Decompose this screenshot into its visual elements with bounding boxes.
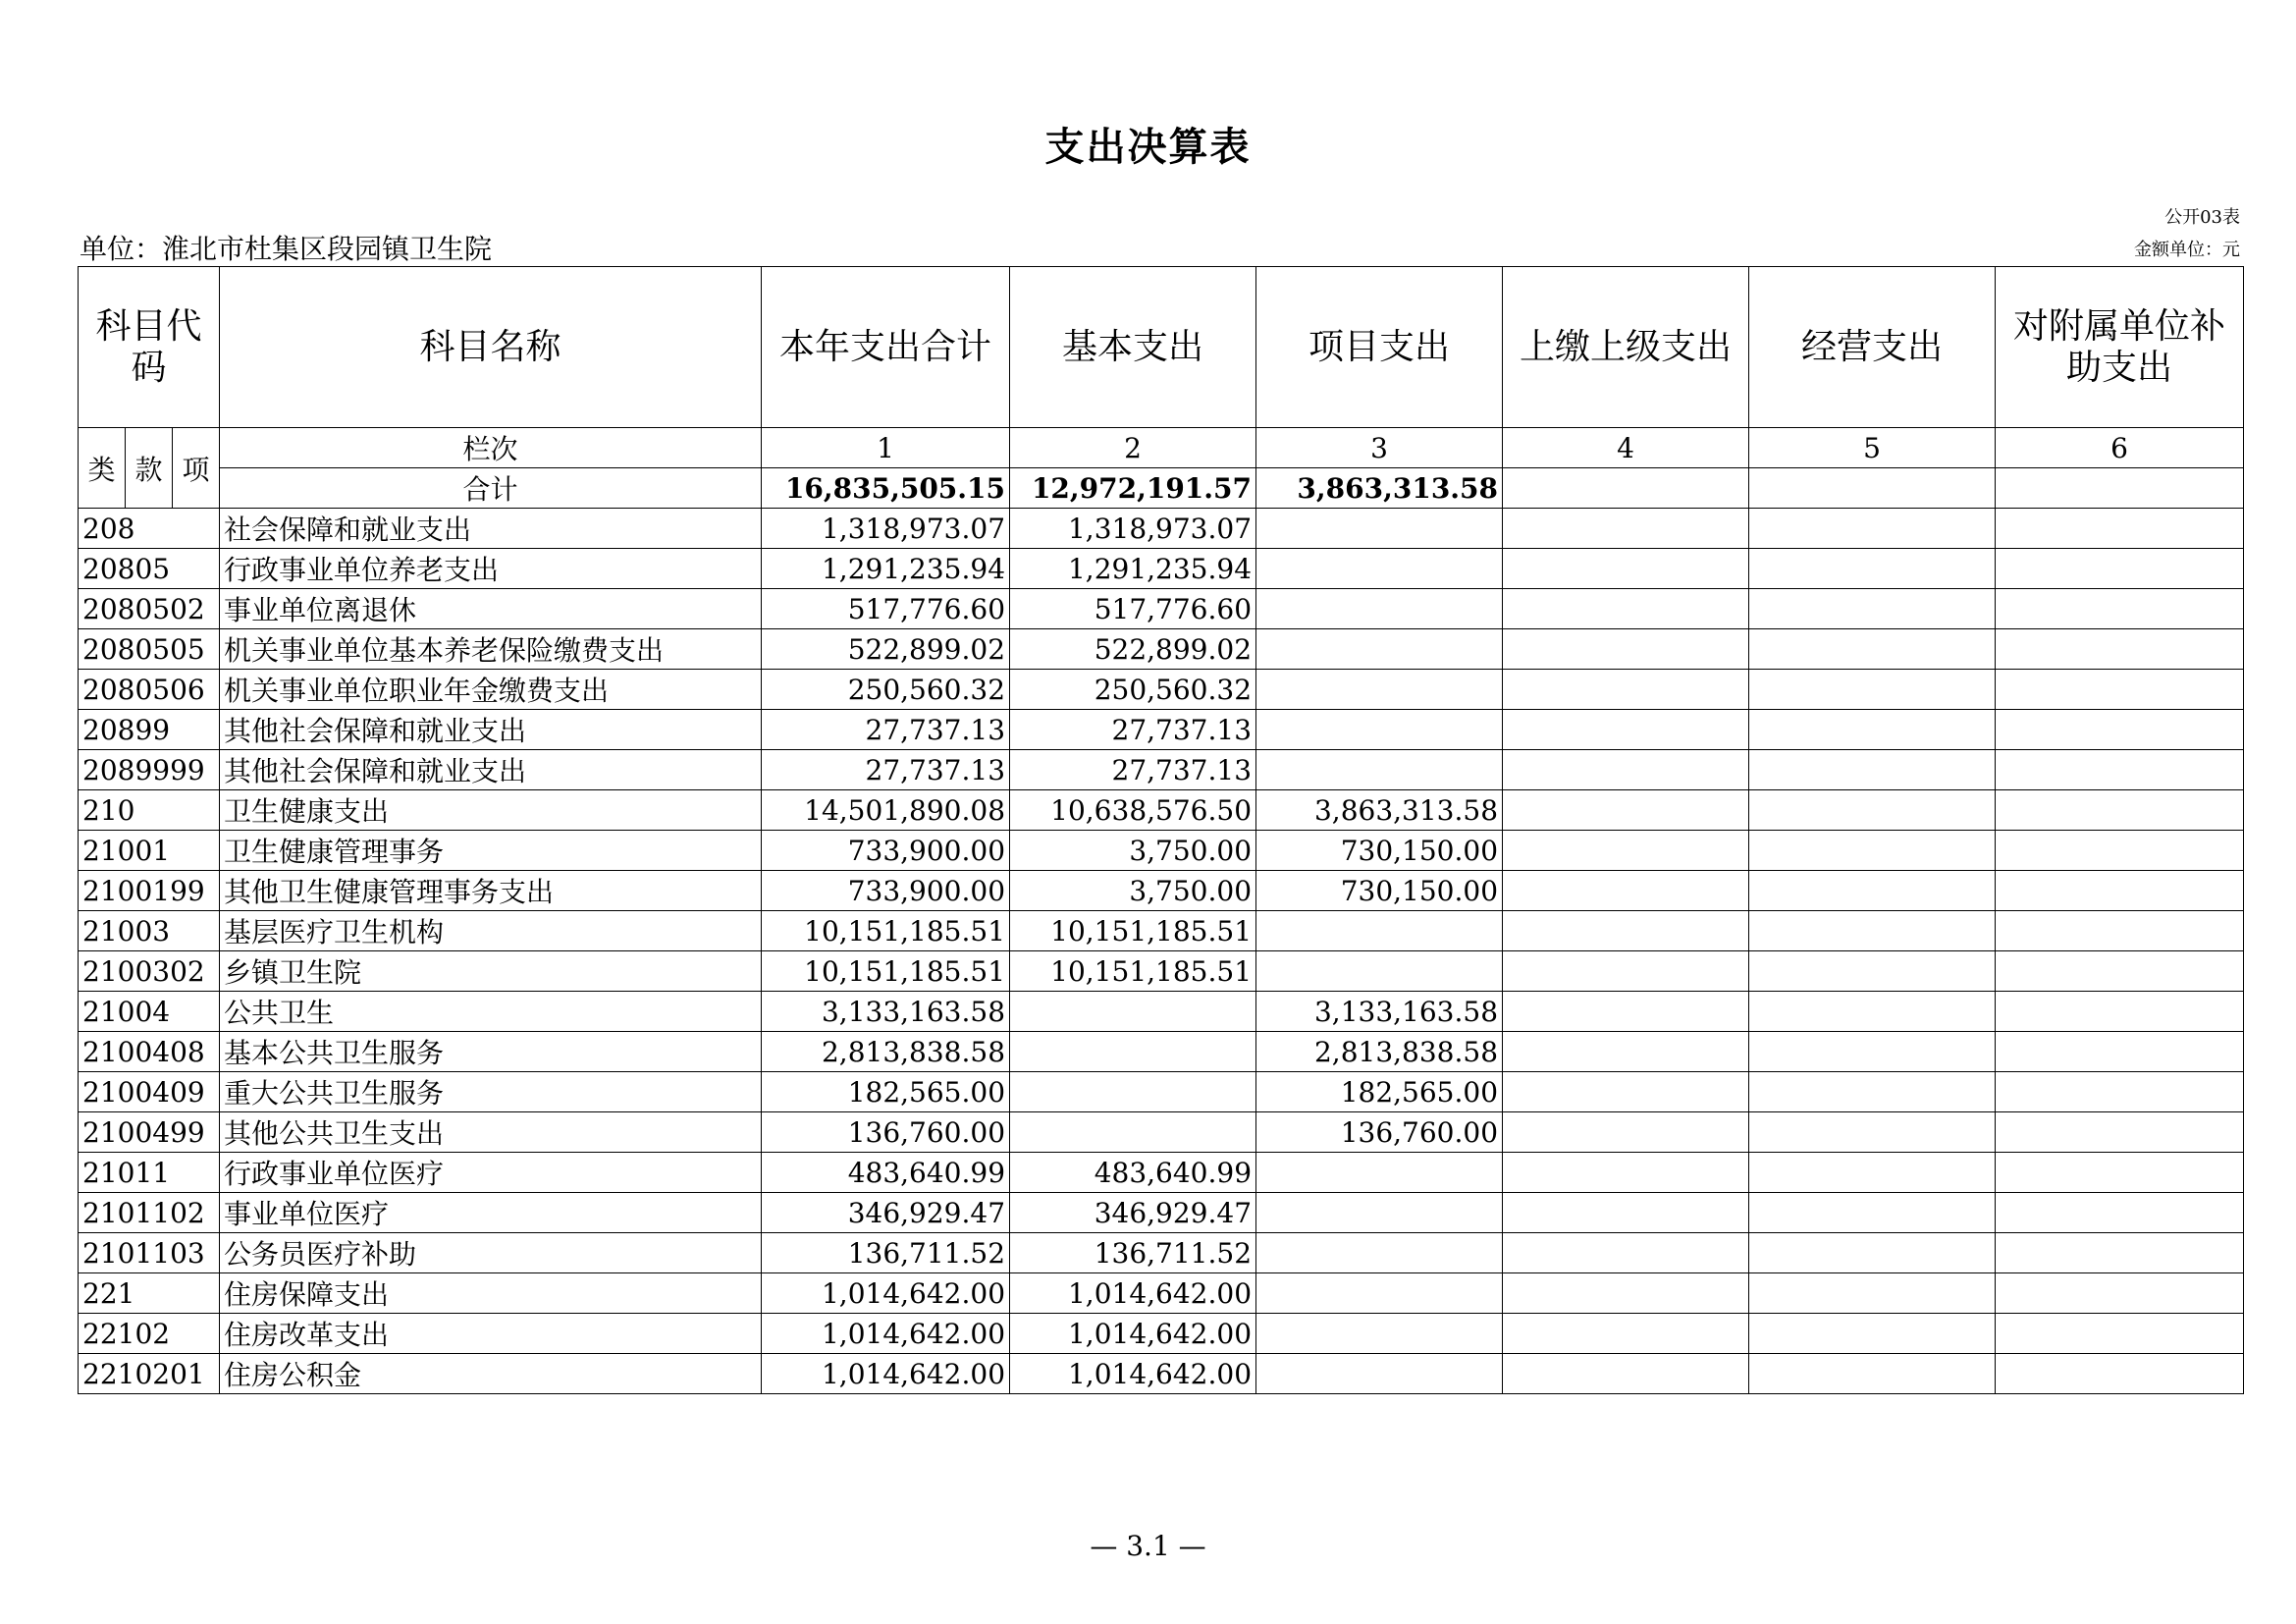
row-basic bbox=[1010, 992, 1256, 1032]
row-code: 2100302 bbox=[79, 951, 220, 992]
row-subsidy bbox=[1996, 871, 2244, 911]
column-number-row bbox=[79, 428, 2244, 468]
row-code: 2100499 bbox=[79, 1112, 220, 1153]
row-subsidy bbox=[1996, 1112, 2244, 1153]
row-upper bbox=[1503, 790, 1749, 831]
row-project bbox=[1256, 629, 1503, 670]
row-subsidy bbox=[1996, 589, 2244, 629]
row-total: 10,151,185.51 bbox=[762, 951, 1010, 992]
row-upper bbox=[1503, 1032, 1749, 1072]
row-upper bbox=[1503, 629, 1749, 670]
row-project bbox=[1256, 589, 1503, 629]
row-subsidy bbox=[1996, 629, 2244, 670]
table-row bbox=[79, 951, 2244, 992]
table-row bbox=[79, 831, 2244, 871]
row-code: 2080502 bbox=[79, 589, 220, 629]
row-name: 卫生健康支出 bbox=[220, 790, 762, 831]
row-total: 136,760.00 bbox=[762, 1112, 1010, 1153]
row-code: 21001 bbox=[79, 831, 220, 871]
row-basic bbox=[1010, 1032, 1256, 1072]
row-name: 行政事业单位医疗 bbox=[220, 1153, 762, 1193]
row-subsidy bbox=[1996, 951, 2244, 992]
row-upper bbox=[1503, 549, 1749, 589]
row-upper bbox=[1503, 911, 1749, 951]
row-total: 136,711.52 bbox=[762, 1233, 1010, 1273]
row-basic: 3,750.00 bbox=[1010, 871, 1256, 911]
row-project: 3,863,313.58 bbox=[1256, 790, 1503, 831]
row-project: 730,150.00 bbox=[1256, 871, 1503, 911]
row-subsidy bbox=[1996, 911, 2244, 951]
page-title: 支出决算表 bbox=[1044, 125, 1252, 170]
row-total: 522,899.02 bbox=[762, 629, 1010, 670]
row-name: 住房保障支出 bbox=[220, 1273, 762, 1314]
row-subsidy bbox=[1996, 710, 2244, 750]
row-subsidy bbox=[1996, 992, 2244, 1032]
row-basic: 517,776.60 bbox=[1010, 589, 1256, 629]
row-business bbox=[1749, 1032, 1996, 1072]
row-project bbox=[1256, 509, 1503, 549]
table-row bbox=[79, 1032, 2244, 1072]
row-basic: 1,318,973.07 bbox=[1010, 509, 1256, 549]
table-row bbox=[79, 871, 2244, 911]
row-total: 14,501,890.08 bbox=[762, 790, 1010, 831]
table-row bbox=[79, 750, 2244, 790]
row-total: 1,318,973.07 bbox=[762, 509, 1010, 549]
row-total: 1,014,642.00 bbox=[762, 1314, 1010, 1354]
page-number: — 3.1 — bbox=[1090, 1530, 1206, 1562]
row-basic bbox=[1010, 1112, 1256, 1153]
row-basic: 1,014,642.00 bbox=[1010, 1314, 1256, 1354]
row-subsidy bbox=[1996, 831, 2244, 871]
header-row bbox=[79, 267, 2244, 428]
header-subsidy: 对附属单位补助支出 bbox=[1996, 267, 2244, 428]
row-upper bbox=[1503, 509, 1749, 549]
row-name: 事业单位医疗 bbox=[220, 1193, 762, 1233]
row-project bbox=[1256, 1193, 1503, 1233]
col-number-6: 6 bbox=[1996, 428, 2244, 468]
total-total: 16,835,505.15 bbox=[762, 468, 1010, 509]
table-row bbox=[79, 1112, 2244, 1153]
row-total: 483,640.99 bbox=[762, 1153, 1010, 1193]
row-basic: 346,929.47 bbox=[1010, 1193, 1256, 1233]
row-project bbox=[1256, 911, 1503, 951]
row-total: 346,929.47 bbox=[762, 1193, 1010, 1233]
row-subsidy bbox=[1996, 1193, 2244, 1233]
table-row bbox=[79, 710, 2244, 750]
header-project: 项目支出 bbox=[1256, 267, 1503, 428]
row-subsidy bbox=[1996, 1314, 2244, 1354]
row-subsidy bbox=[1996, 1153, 2244, 1193]
table-row bbox=[79, 629, 2244, 670]
col-number-5: 5 bbox=[1749, 428, 1996, 468]
row-basic: 27,737.13 bbox=[1010, 710, 1256, 750]
row-business bbox=[1749, 629, 1996, 670]
row-name: 基本公共卫生服务 bbox=[220, 1032, 762, 1072]
row-code: 2100409 bbox=[79, 1072, 220, 1112]
row-name: 其他社会保障和就业支出 bbox=[220, 750, 762, 790]
col-number-4: 4 bbox=[1503, 428, 1749, 468]
row-basic: 10,151,185.51 bbox=[1010, 951, 1256, 992]
row-basic: 27,737.13 bbox=[1010, 750, 1256, 790]
row-business bbox=[1749, 549, 1996, 589]
row-name: 事业单位离退休 bbox=[220, 589, 762, 629]
header-name: 科目名称 bbox=[220, 267, 762, 428]
row-business bbox=[1749, 1273, 1996, 1314]
row-total: 733,900.00 bbox=[762, 831, 1010, 871]
row-name: 卫生健康管理事务 bbox=[220, 831, 762, 871]
row-business bbox=[1749, 790, 1996, 831]
row-basic bbox=[1010, 1072, 1256, 1112]
currency-unit: 金额单位：元 bbox=[2134, 240, 2240, 260]
row-name: 社会保障和就业支出 bbox=[220, 509, 762, 549]
col-number-1: 1 bbox=[762, 428, 1010, 468]
table-row bbox=[79, 509, 2244, 549]
row-subsidy bbox=[1996, 1233, 2244, 1273]
row-subsidy bbox=[1996, 1354, 2244, 1394]
row-project bbox=[1256, 1153, 1503, 1193]
row-total: 733,900.00 bbox=[762, 871, 1010, 911]
row-code: 208 bbox=[79, 509, 220, 549]
row-project bbox=[1256, 1273, 1503, 1314]
row-name: 其他社会保障和就业支出 bbox=[220, 710, 762, 750]
table-row bbox=[79, 1233, 2244, 1273]
row-basic: 250,560.32 bbox=[1010, 670, 1256, 710]
row-upper bbox=[1503, 1193, 1749, 1233]
row-total: 1,014,642.00 bbox=[762, 1273, 1010, 1314]
row-project: 2,813,838.58 bbox=[1256, 1032, 1503, 1072]
row-name: 公务员医疗补助 bbox=[220, 1233, 762, 1273]
row-name: 其他公共卫生支出 bbox=[220, 1112, 762, 1153]
table-row bbox=[79, 992, 2244, 1032]
row-code: 221 bbox=[79, 1273, 220, 1314]
row-business bbox=[1749, 911, 1996, 951]
row-project bbox=[1256, 710, 1503, 750]
row-name: 乡镇卫生院 bbox=[220, 951, 762, 992]
row-upper bbox=[1503, 992, 1749, 1032]
row-code: 2089999 bbox=[79, 750, 220, 790]
row-upper bbox=[1503, 951, 1749, 992]
row-business bbox=[1749, 1193, 1996, 1233]
row-total: 517,776.60 bbox=[762, 589, 1010, 629]
row-basic: 522,899.02 bbox=[1010, 629, 1256, 670]
table-row bbox=[79, 1273, 2244, 1314]
row-subsidy bbox=[1996, 509, 2244, 549]
table-row bbox=[79, 1354, 2244, 1394]
row-business bbox=[1749, 871, 1996, 911]
row-business bbox=[1749, 1354, 1996, 1394]
row-upper bbox=[1503, 710, 1749, 750]
total-project: 3,863,313.58 bbox=[1256, 468, 1503, 509]
row-upper bbox=[1503, 871, 1749, 911]
row-business bbox=[1749, 831, 1996, 871]
row-name: 机关事业单位职业年金缴费支出 bbox=[220, 670, 762, 710]
row-code: 21011 bbox=[79, 1153, 220, 1193]
row-total: 1,291,235.94 bbox=[762, 549, 1010, 589]
row-business bbox=[1749, 509, 1996, 549]
total-basic: 12,972,191.57 bbox=[1010, 468, 1256, 509]
table-row bbox=[79, 589, 2244, 629]
row-upper bbox=[1503, 1233, 1749, 1273]
row-code: 22102 bbox=[79, 1314, 220, 1354]
row-basic: 1,014,642.00 bbox=[1010, 1354, 1256, 1394]
table-row bbox=[79, 1072, 2244, 1112]
table-row bbox=[79, 1314, 2244, 1354]
total-upper bbox=[1503, 468, 1749, 509]
row-business bbox=[1749, 1112, 1996, 1153]
total-business bbox=[1749, 468, 1996, 509]
row-basic: 10,151,185.51 bbox=[1010, 911, 1256, 951]
row-upper bbox=[1503, 1072, 1749, 1112]
header-code: 科目代码 bbox=[79, 267, 220, 428]
col-number-2: 2 bbox=[1010, 428, 1256, 468]
row-name: 其他卫生健康管理事务支出 bbox=[220, 871, 762, 911]
row-subsidy bbox=[1996, 1273, 2244, 1314]
row-basic: 10,638,576.50 bbox=[1010, 790, 1256, 831]
row-project: 136,760.00 bbox=[1256, 1112, 1503, 1153]
row-name: 行政事业单位养老支出 bbox=[220, 549, 762, 589]
row-subsidy bbox=[1996, 670, 2244, 710]
row-project bbox=[1256, 1354, 1503, 1394]
row-total: 1,014,642.00 bbox=[762, 1354, 1010, 1394]
header-upper: 上缴上级支出 bbox=[1503, 267, 1749, 428]
row-basic: 3,750.00 bbox=[1010, 831, 1256, 871]
row-total: 182,565.00 bbox=[762, 1072, 1010, 1112]
row-total: 3,133,163.58 bbox=[762, 992, 1010, 1032]
table-row bbox=[79, 549, 2244, 589]
row-total: 2,813,838.58 bbox=[762, 1032, 1010, 1072]
row-code: 210 bbox=[79, 790, 220, 831]
row-upper bbox=[1503, 1354, 1749, 1394]
row-business bbox=[1749, 951, 1996, 992]
row-subsidy bbox=[1996, 790, 2244, 831]
header-kuan: 款 bbox=[126, 428, 173, 509]
header-total: 本年支出合计 bbox=[762, 267, 1010, 428]
form-number: 公开03表 bbox=[2164, 207, 2240, 228]
row-project bbox=[1256, 1233, 1503, 1273]
row-project bbox=[1256, 750, 1503, 790]
header-lei: 类 bbox=[79, 428, 126, 509]
row-code: 2210201 bbox=[79, 1354, 220, 1394]
table-row bbox=[79, 1193, 2244, 1233]
expenditure-table bbox=[78, 266, 2244, 1394]
row-total: 27,737.13 bbox=[762, 710, 1010, 750]
row-code: 2101102 bbox=[79, 1193, 220, 1233]
total-subsidy bbox=[1996, 468, 2244, 509]
row-code: 20899 bbox=[79, 710, 220, 750]
row-code: 21004 bbox=[79, 992, 220, 1032]
row-project: 730,150.00 bbox=[1256, 831, 1503, 871]
row-project bbox=[1256, 670, 1503, 710]
row-name: 公共卫生 bbox=[220, 992, 762, 1032]
row-project bbox=[1256, 951, 1503, 992]
row-project bbox=[1256, 549, 1503, 589]
row-code: 2100199 bbox=[79, 871, 220, 911]
total-row bbox=[79, 468, 2244, 509]
row-subsidy bbox=[1996, 1032, 2244, 1072]
table-row bbox=[79, 911, 2244, 951]
row-code: 2080506 bbox=[79, 670, 220, 710]
row-code: 2080505 bbox=[79, 629, 220, 670]
row-upper bbox=[1503, 1112, 1749, 1153]
row-subsidy bbox=[1996, 750, 2244, 790]
row-code: 20805 bbox=[79, 549, 220, 589]
row-code: 2100408 bbox=[79, 1032, 220, 1072]
header-business: 经营支出 bbox=[1749, 267, 1996, 428]
header-lanci: 栏次 bbox=[220, 428, 762, 468]
row-business bbox=[1749, 1072, 1996, 1112]
reporting-unit: 单位：淮北市杜集区段园镇卫生院 bbox=[80, 233, 493, 265]
row-name: 住房改革支出 bbox=[220, 1314, 762, 1354]
row-upper bbox=[1503, 831, 1749, 871]
row-business bbox=[1749, 589, 1996, 629]
row-subsidy bbox=[1996, 549, 2244, 589]
row-business bbox=[1749, 1233, 1996, 1273]
row-upper bbox=[1503, 750, 1749, 790]
row-basic: 483,640.99 bbox=[1010, 1153, 1256, 1193]
row-basic: 1,014,642.00 bbox=[1010, 1273, 1256, 1314]
row-code: 2101103 bbox=[79, 1233, 220, 1273]
row-subsidy bbox=[1996, 1072, 2244, 1112]
table-row bbox=[79, 1153, 2244, 1193]
total-label: 合计 bbox=[220, 468, 762, 509]
row-upper bbox=[1503, 1314, 1749, 1354]
row-project bbox=[1256, 1314, 1503, 1354]
row-business bbox=[1749, 670, 1996, 710]
row-project: 3,133,163.58 bbox=[1256, 992, 1503, 1032]
row-business bbox=[1749, 1314, 1996, 1354]
row-business bbox=[1749, 1153, 1996, 1193]
table-row bbox=[79, 670, 2244, 710]
row-name: 基层医疗卫生机构 bbox=[220, 911, 762, 951]
row-total: 27,737.13 bbox=[762, 750, 1010, 790]
col-number-3: 3 bbox=[1256, 428, 1503, 468]
row-upper bbox=[1503, 1273, 1749, 1314]
row-business bbox=[1749, 750, 1996, 790]
row-basic: 1,291,235.94 bbox=[1010, 549, 1256, 589]
row-total: 250,560.32 bbox=[762, 670, 1010, 710]
row-upper bbox=[1503, 589, 1749, 629]
header-basic: 基本支出 bbox=[1010, 267, 1256, 428]
row-upper bbox=[1503, 670, 1749, 710]
row-name: 重大公共卫生服务 bbox=[220, 1072, 762, 1112]
row-basic: 136,711.52 bbox=[1010, 1233, 1256, 1273]
row-upper bbox=[1503, 1153, 1749, 1193]
row-business bbox=[1749, 710, 1996, 750]
row-name: 住房公积金 bbox=[220, 1354, 762, 1394]
table-row bbox=[79, 790, 2244, 831]
row-business bbox=[1749, 992, 1996, 1032]
row-total: 10,151,185.51 bbox=[762, 911, 1010, 951]
header-xiang: 项 bbox=[173, 428, 220, 509]
row-name: 机关事业单位基本养老保险缴费支出 bbox=[220, 629, 762, 670]
row-project: 182,565.00 bbox=[1256, 1072, 1503, 1112]
row-code: 21003 bbox=[79, 911, 220, 951]
